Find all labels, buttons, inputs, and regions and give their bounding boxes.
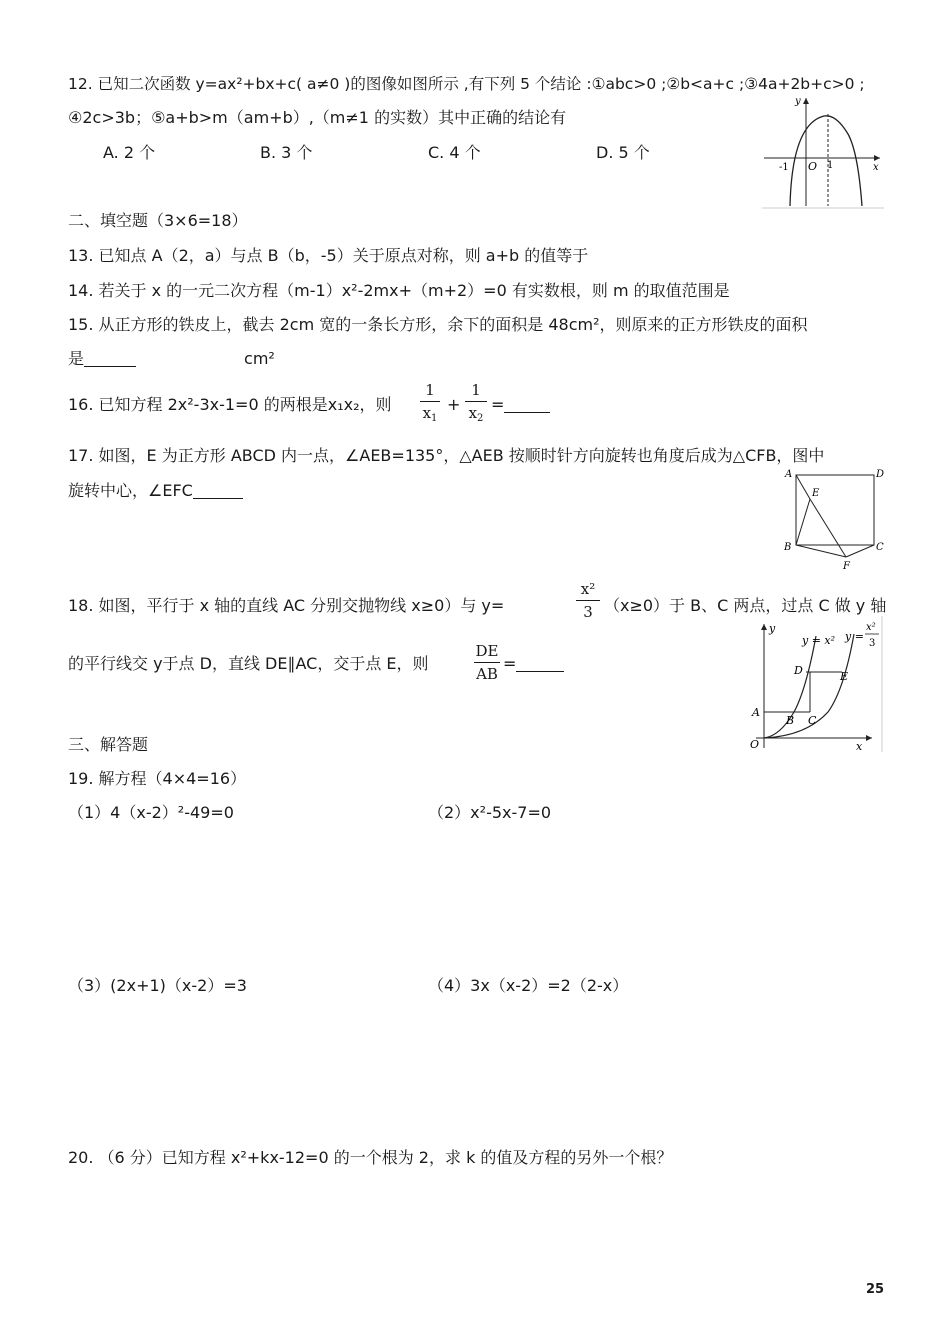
q18-frac-den: 3 — [583, 603, 593, 621]
q16-frac2-sub: 2 — [477, 413, 484, 424]
q17-fig-C: C — [876, 542, 884, 553]
q18-line2-prefix: 的平行线交 y于点 D，直线 DE∥AC，交于点 E，则 — [68, 654, 429, 673]
q12-parabola-figure — [762, 94, 884, 210]
q17-fig-D: D — [876, 469, 885, 480]
q19-part3: （3）(2x+1)（x-2）=3 — [68, 976, 247, 995]
q15-answer-blank — [84, 350, 136, 367]
q20-text: 20. （6 分）已知方程 x²+kx-12=0 的一个根为 2，求 k 的值及方程的另外一个根？ — [68, 1148, 673, 1167]
q18-frac-num: x² — [580, 580, 596, 598]
q18-fig-origin: O — [750, 738, 760, 751]
q12-option-d: D. 5 个 — [596, 143, 650, 162]
q16-prefix: 16. 已知方程 2x²-3x-1=0 的两根是x₁x₂，则 — [68, 395, 392, 414]
q12-line1: 12. 已知二次函数 y=ax²+bx+c( a≠0 )的图像如图所示 ,有下列 5 个结论 :①abc>0 ;②b<a+c ;③4a+2b+c>0 ; — [68, 75, 865, 93]
q19-part2: （2）x²-5x-7=0 — [428, 803, 552, 822]
q15-line2 — [68, 349, 275, 369]
q17-line2-text: 旋转中心，∠EFC — [68, 481, 193, 500]
q12-fig-y-label: y — [795, 96, 801, 107]
q18-fig-curve2-pre: y = — [845, 630, 864, 643]
q18-fig-curve1: y = x² — [802, 634, 836, 647]
section2-heading: 二、填空题（3×6=18） — [68, 211, 248, 230]
q18-answer-blank — [516, 655, 564, 672]
q14-text: 14. 若关于 x 的一元二次方程（m-1）x²-2mx+（m+2）=0 有实数根，则 m 的取值范围是 — [68, 281, 730, 300]
q18-fig-A: A — [752, 706, 760, 719]
q18-fraction — [576, 580, 600, 621]
q18-fig-D: D — [794, 664, 803, 677]
q12-fig-x-label: x — [873, 162, 879, 173]
q16-fraction-1 — [420, 381, 440, 422]
q13-text: 13. 已知点 A（2，a）与点 B（b，-5）关于原点对称，则 a+b 的值等于 — [68, 246, 589, 265]
q17-fig-E: E — [812, 488, 820, 499]
q17-square-figure — [780, 463, 890, 575]
q15-line2-prefix: 是 — [68, 349, 85, 368]
q16-frac2-den: $x_2$ — [468, 404, 484, 424]
q16-plus: + — [447, 395, 461, 414]
q19-part1: （1）4（x-2）²-49=0 — [68, 803, 234, 822]
q16-fraction-2 — [465, 381, 487, 422]
q18-line1-prefix: 18. 如图，平行于 x 轴的直线 AC 分别交抛物线 x≥0）与 y= — [68, 596, 505, 615]
q17-fig-F: F — [843, 561, 850, 572]
q18-fig-E: E — [840, 670, 849, 683]
q16-equals: = — [491, 395, 550, 415]
q12-line2: ④2c>3b；⑤a+b>m（am+b）,（m≠1 的实数）其中正确的结论有 — [68, 108, 567, 127]
q17-fig-A: A — [785, 469, 793, 480]
q16-frac1-num: 1 — [425, 381, 435, 399]
q18-fig-B: B — [786, 714, 795, 727]
q16-frac2-num: 1 — [471, 381, 481, 399]
q16-answer-blank — [504, 396, 550, 413]
q15-line1: 15. 从正方形的铁皮上，截去 2cm 宽的一条长方形，余下的面积是 48cm²，则原来的正方形铁皮的面积 — [68, 315, 808, 334]
q12-option-c: C. 4 个 — [428, 143, 481, 162]
q17-line2 — [68, 481, 243, 501]
q17-line1: 17. 如图，E 为正方形 ABCD 内一点，∠AEB=135°，△AEB 按顺时针方向旋转也角度后成为△CFB，图中 — [68, 446, 825, 465]
q19-title: 19. 解方程（4×4=16） — [68, 769, 247, 788]
q15-unit: cm² — [244, 349, 275, 368]
page-number: 25 — [866, 1282, 885, 1297]
q18-ratio — [474, 642, 500, 683]
q16-frac1-den: $x_1$ — [422, 404, 438, 424]
q18-fig-curve2-num: x² — [866, 622, 876, 633]
q17-answer-blank — [193, 482, 243, 499]
q18-equals: = — [503, 654, 564, 674]
q19-part4: （4）3x（x-2）=2（2-x） — [428, 976, 629, 995]
q12-fig-neg1: -1 — [779, 162, 789, 173]
q17-fig-B: B — [784, 542, 792, 553]
section3-heading: 三、解答题 — [68, 735, 149, 754]
q18-ratio-den: AB — [476, 665, 498, 683]
q18-fig-C: C — [808, 714, 817, 727]
q12-option-b: B. 3 个 — [260, 143, 313, 162]
q12-fig-one: 1 — [827, 160, 834, 171]
q12-fig-origin: O — [808, 160, 818, 173]
q18-fig-y-label: y — [769, 622, 776, 635]
q16-frac1-sub: 1 — [431, 413, 438, 424]
q18-fig-curve2-den: 3 — [869, 638, 876, 649]
q18-line1-suffix: （x≥0）于 B、C 两点，过点 C 做 y 轴 — [604, 596, 887, 615]
q18-parabola-figure — [736, 616, 884, 754]
q12-option-a: A. 2 个 — [103, 143, 156, 162]
q18-fig-x-label: x — [856, 740, 863, 753]
q18-ratio-num: DE — [475, 642, 499, 660]
